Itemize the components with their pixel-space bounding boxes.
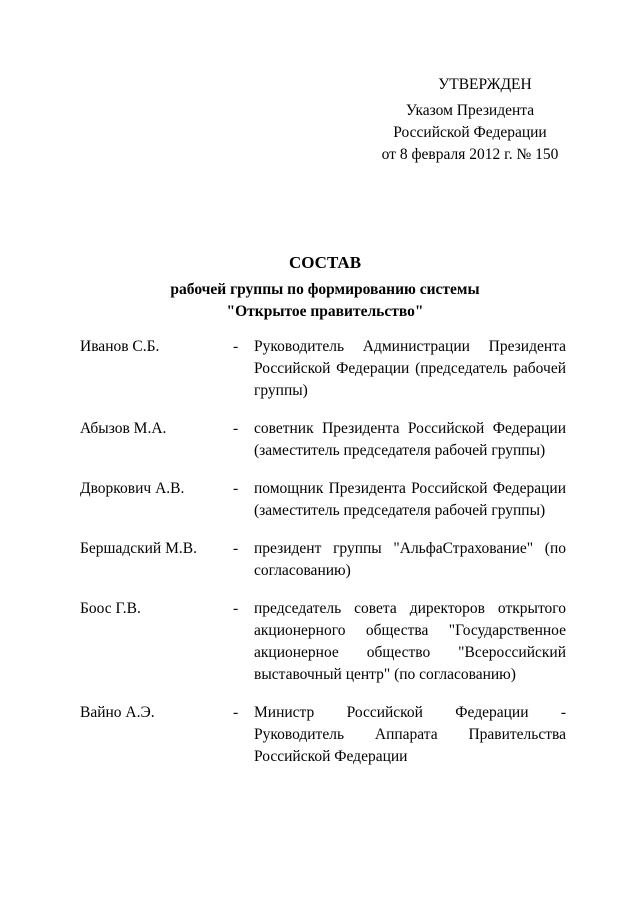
member-name: Абызов М.А. xyxy=(80,420,167,437)
member-name: Боос Г.В. xyxy=(80,600,141,617)
member-dash: - xyxy=(233,480,239,497)
member-role: председатель совета директоров открытого акционерного общества "Государственное акционерное общество "Всероссийский выставочный центр" (по согласованию) xyxy=(254,600,566,683)
member-row xyxy=(80,478,566,522)
member-dash: - xyxy=(233,540,239,557)
document-title: СОСТАВ xyxy=(288,253,362,272)
members-list xyxy=(80,336,566,768)
approval-date-line: от 8 февраля 2012 г. № 150 xyxy=(381,146,559,163)
member-row xyxy=(80,538,566,582)
member-role: советник Президента Российской Федерации (заместитель председателя рабочей группы) xyxy=(254,420,566,459)
member-role: президент группы "АльфаСтрахование" (по согласованию) xyxy=(254,540,566,579)
approval-country-line: Российской Федерации xyxy=(393,124,547,141)
member-name: Бершадский М.В. xyxy=(80,540,197,557)
approval-stamp-block xyxy=(360,74,580,166)
approved-label: УТВЕРЖДЕН xyxy=(438,76,532,93)
document-subtitle-line-1: рабочей группы по формированию системы xyxy=(170,281,480,298)
member-name: Вайно А.Э. xyxy=(80,704,155,721)
member-role: Министр Российской Федерации - Руководитель Аппарата Правительства Российской Федерации xyxy=(254,704,566,765)
member-role: Руководитель Администрации Президента Российской Федерации (председатель рабочей группы) xyxy=(254,338,566,399)
member-row xyxy=(80,336,566,402)
member-row xyxy=(80,702,566,768)
member-row xyxy=(80,418,566,462)
member-name: Иванов С.Б. xyxy=(80,338,160,355)
member-dash: - xyxy=(233,600,239,617)
document-heading xyxy=(0,252,640,323)
member-row xyxy=(80,598,566,686)
member-name: Дворкович А.В. xyxy=(80,480,185,497)
member-dash: - xyxy=(233,338,239,355)
document-subtitle-line-2: "Открытое правительство" xyxy=(226,303,424,320)
approval-decree-line: Указом Президента xyxy=(405,102,535,119)
member-dash: - xyxy=(233,704,239,721)
member-dash: - xyxy=(233,420,239,437)
member-role: помощник Президента Российской Федерации (заместитель председателя рабочей группы) xyxy=(254,480,566,519)
